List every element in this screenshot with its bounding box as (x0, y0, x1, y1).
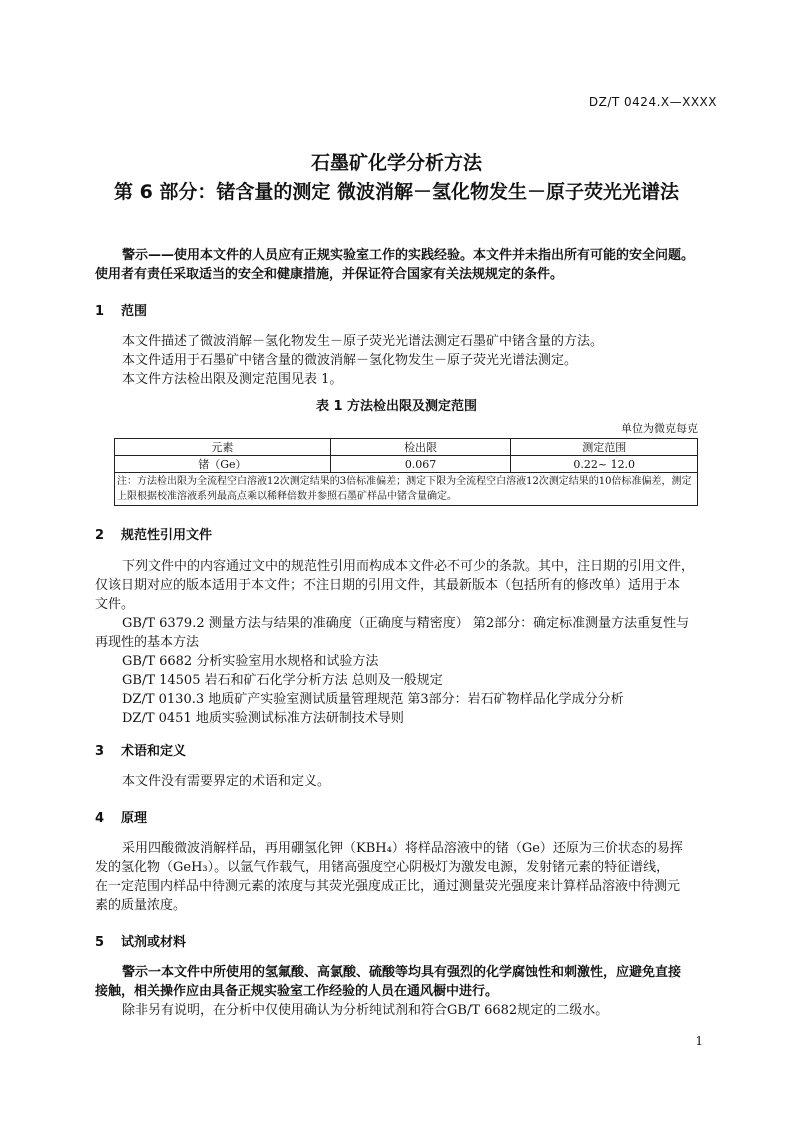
reference-code: GB/T 6682 (122, 654, 193, 669)
reference-item (122, 709, 404, 728)
terms-paragraph: 本文件没有需要界定的术语和定义。 (122, 774, 331, 789)
reference-title: 地质实验测试标准方法研制技术导则 (191, 711, 404, 726)
warning-line-2: 使用者有责任采取适当的安全和健康措施，并保证符合国家有关法规规定的条件。 (95, 267, 564, 282)
reference-item (122, 671, 443, 690)
reference-item (122, 652, 378, 671)
section-title: 试剂或材料 (121, 935, 187, 950)
table-caption: 表 1 方法检出限及测定范围 (315, 399, 478, 414)
table-header-cell: 元素 (115, 439, 331, 456)
reference-item (122, 614, 689, 633)
reference-item-continuation: 再现性的基本方法 (95, 635, 200, 650)
table-cell: 锗（Ge） (115, 456, 331, 473)
principle-line-4: 素的质量浓度。 (95, 898, 187, 913)
section-title: 范围 (121, 304, 148, 319)
reagents-paragraph: 除非另有说明，在分析中仅使用确认为分析纯试剂和符合GB/T 6682规定的二级水。 (122, 1003, 609, 1018)
table-cell: 0.22~ 12.0 (511, 456, 698, 473)
reagents-warning-line-2: 接触，相关操作应由具备正规实验室工作经验的人员在通风橱中进行。 (95, 984, 499, 999)
document-title: 石墨矿化学分析方法 (310, 152, 482, 174)
table-unit: 单位为微克每克 (621, 422, 698, 435)
table-header-cell: 检出限 (330, 439, 511, 456)
table-note-row (115, 473, 698, 506)
references-intro-line-2: 仅该日期对应的版本适用于本文件；不注日期的引用文件，其最新版本（包括所有的修改单）适用于本 (95, 578, 681, 593)
principle-line-1: 采用四酸微波消解样品，再用硼氢化钾（KBH₄）将样品溶液中的锗（Ge）还原为三价状态的易挥 (122, 841, 683, 856)
references-intro-line-3: 文件。 (95, 597, 135, 612)
section-number: 5 (95, 935, 105, 950)
detection-limit-table (114, 438, 698, 506)
section-number: 1 (95, 304, 105, 319)
table-row (115, 456, 698, 473)
document-number: DZ/T 0424.X—XXXX (588, 95, 717, 109)
reference-item (122, 690, 624, 709)
reference-title: 地质矿产实验室测试质量管理规范 第3部分：岩石矿物样品化学成分分析 (204, 692, 624, 707)
references-intro-line-1: 下列文件中的内容通过文中的规范性引用而构成本文件必不可少的条款。其中，注日期的引用文件， (122, 559, 695, 574)
reference-code: GB/T 14505 (122, 673, 201, 688)
section-number: 3 (95, 744, 105, 759)
principle-line-3: 在一定范围内样品中待测元素的浓度与其荧光强度成正比，通过测量荧光强度来计算样品溶液中待测元 (95, 879, 681, 894)
table-note: 注：方法检出限为全流程空白溶液12次测定结果的3倍标准偏差；测定下限为全流程空白溶液12次测定结果的10倍标准偏差，测定上限根据校准溶液系列最高点乘以稀释倍数并参照石墨矿样品中锗含量确定。 (115, 473, 698, 506)
section-3-heading (95, 740, 186, 759)
scope-paragraph-1: 本文件描述了微波消解－氢化物发生－原子荧光光谱法测定石墨矿中锗含量的方法。 (122, 334, 604, 349)
reference-code: DZ/T 0130.3 (122, 692, 205, 707)
section-4-heading (95, 807, 147, 826)
section-number: 2 (95, 528, 105, 543)
reference-title: 测量方法与结果的准确度（正确度与精密度） 第2部分：确定标准测量方法重复性与 (204, 616, 690, 631)
table-header-row (115, 439, 698, 456)
reference-code: GB/T 6379.2 (122, 616, 205, 631)
document-subtitle: 第 6 部分：锗含量的测定 微波消解－氢化物发生－原子荧光光谱法 (113, 181, 680, 203)
scope-paragraph-3: 本文件方法检出限及测定范围见表 1。 (122, 372, 343, 387)
section-1-heading (95, 300, 147, 319)
table-cell: 0.067 (330, 456, 511, 473)
section-5-heading (95, 931, 186, 950)
section-2-heading (95, 524, 212, 543)
section-title: 规范性引用文件 (121, 528, 213, 543)
section-title: 术语和定义 (121, 744, 187, 759)
reference-title: 岩石和矿石化学分析方法 总则及一般规定 (200, 673, 443, 688)
principle-line-2: 发的氢化物（GeH₃）。以氩气作载气，用锗高强度空心阴极灯为激发电源，发射锗元素的特征谱线， (95, 860, 670, 875)
section-number: 4 (95, 811, 105, 826)
table-header-cell: 测定范围 (511, 439, 698, 456)
page-number: 1 (695, 1034, 703, 1048)
warning-line-1: 警示——使用本文件的人员应有正规实验室工作的实践经验。本文件并未指出所有可能的安全问题。 (122, 248, 695, 263)
section-title: 原理 (121, 811, 148, 826)
scope-paragraph-2: 本文件适用于石墨矿中锗含量的微波消解－氢化物发生－原子荧光光谱法测定。 (122, 353, 578, 368)
reference-title: 分析实验室用水规格和试验方法 (192, 654, 379, 669)
reference-code: DZ/T 0451 (122, 711, 192, 726)
reagents-warning-line-1: 警示一本文件中所使用的氢氟酸、高氯酸、硫酸等均具有强烈的化学腐蚀性和刺激性，应避免直接 (122, 965, 682, 980)
